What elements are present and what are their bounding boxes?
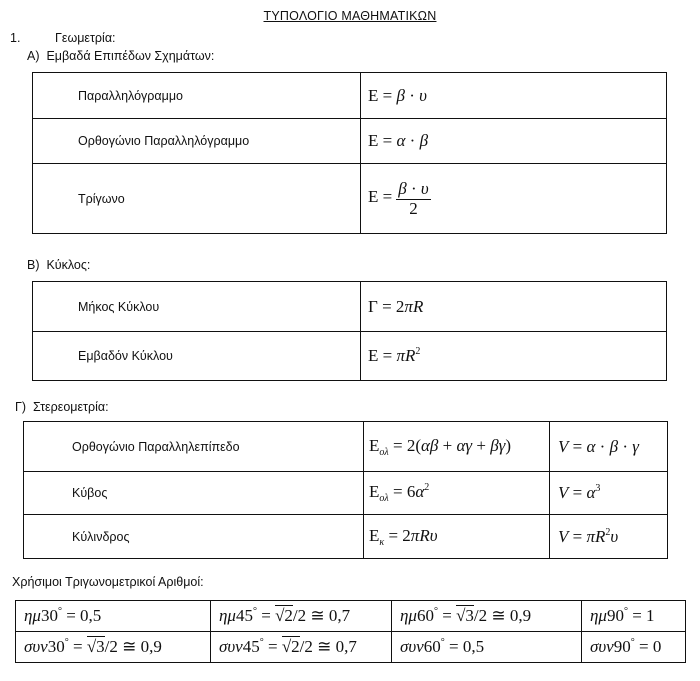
table-row (24, 422, 668, 472)
trig-value: συν90° = 0 (590, 637, 662, 656)
section-c-heading: Γ) Στερεομετρία: (15, 400, 109, 414)
volume-formula: $V = \alpha^3$ (558, 483, 601, 502)
table-row (33, 332, 667, 381)
trig-cell (392, 632, 582, 663)
table-row (33, 164, 667, 234)
table-row (16, 632, 686, 663)
volume-formula: V = α · β · γ (558, 436, 639, 456)
trig-cell (16, 632, 211, 663)
formula: Ε = $\frac{\beta \cdot \upsilon}{2}$ (368, 178, 429, 218)
formula: $E = \pi R^2$ (368, 346, 421, 365)
table-row (24, 515, 668, 559)
formula-cell (361, 119, 667, 164)
trig-value: συν30° = √3/2 ≅ 0,9 (24, 637, 162, 656)
formula: Γ = 2πR (368, 296, 424, 316)
table-row (33, 73, 667, 119)
volume-cell (550, 472, 668, 515)
formula-cell (361, 164, 667, 234)
formula-name: Μήκος Κύκλου (78, 299, 160, 314)
solid-name: Κύλινδρος (72, 529, 130, 544)
table-row (33, 119, 667, 164)
shape-name: Παραλληλόγραμμο (78, 88, 183, 103)
area-formula: $E_{o\lambda} = 6\alpha^2$ (369, 482, 430, 504)
solids-table (23, 421, 668, 559)
formula: Ε = β · υ (368, 85, 427, 105)
section-a-heading: A) Εμβαδά Επιπέδων Σχημάτων: (27, 49, 215, 63)
area-cell (364, 472, 550, 515)
trig-cell (16, 601, 211, 632)
shape-name: Ορθογώνιο Παραλληλόγραμμο (78, 134, 250, 148)
plane-areas-table (32, 72, 667, 234)
area-formula: $E_\kappa = 2\pi R\upsilon$ (369, 525, 438, 548)
trig-cell (582, 632, 686, 663)
formula: Ε = α · β (368, 131, 429, 150)
table-row (24, 472, 668, 515)
volume-formula: $V = \pi R^2\upsilon$ (558, 526, 619, 546)
solid-name: Κύβος (72, 486, 108, 500)
trig-value: συν45° = √2/2 ≅ 0,7 (219, 637, 357, 656)
solid-name: Ορθογώνιο Παραλληλεπίπεδο (72, 439, 240, 454)
section-b-heading: B) Κύκλος: (27, 258, 91, 272)
section-1-number: 1. (10, 31, 21, 45)
trig-value: ημ30° = 0,5 (24, 606, 102, 625)
circle-table (32, 281, 667, 381)
trig-cell (211, 632, 392, 663)
trig-value: συν60° = 0,5 (400, 637, 485, 656)
trig-table (15, 600, 686, 663)
table-row (33, 282, 667, 332)
trig-cell (392, 601, 582, 632)
trig-value: ημ90° = 1 (590, 606, 655, 625)
formula-cell (361, 282, 667, 332)
trig-heading: Χρήσιμοι Τριγωνομετρικοί Αριθμοί: (12, 575, 204, 589)
shape-name: Τρίγωνο (78, 191, 125, 206)
page-title: ΤΥΠΟΛΟΓΙΟ ΜΑΘΗΜΑΤΙΚΩΝ (263, 9, 437, 23)
trig-cell (582, 601, 686, 632)
area-formula: $E_{o\lambda} = 2(\alpha\beta + \alpha\gamma + \beta\gamma)$ (369, 435, 512, 458)
formula-name: Εμβαδόν Κύκλου (78, 349, 173, 363)
formula-cell (361, 73, 667, 119)
volume-cell (550, 422, 668, 472)
area-cell (364, 422, 550, 472)
trig-value: ημ45° = √2/2 ≅ 0,7 (219, 606, 351, 625)
trig-cell (211, 601, 392, 632)
table-row (16, 601, 686, 632)
area-cell (364, 515, 550, 559)
volume-cell (550, 515, 668, 559)
formula-cell (361, 332, 667, 381)
section-1-heading: Γεωμετρία: (55, 31, 116, 45)
trig-value: ημ60° = √3/2 ≅ 0,9 (400, 606, 532, 625)
